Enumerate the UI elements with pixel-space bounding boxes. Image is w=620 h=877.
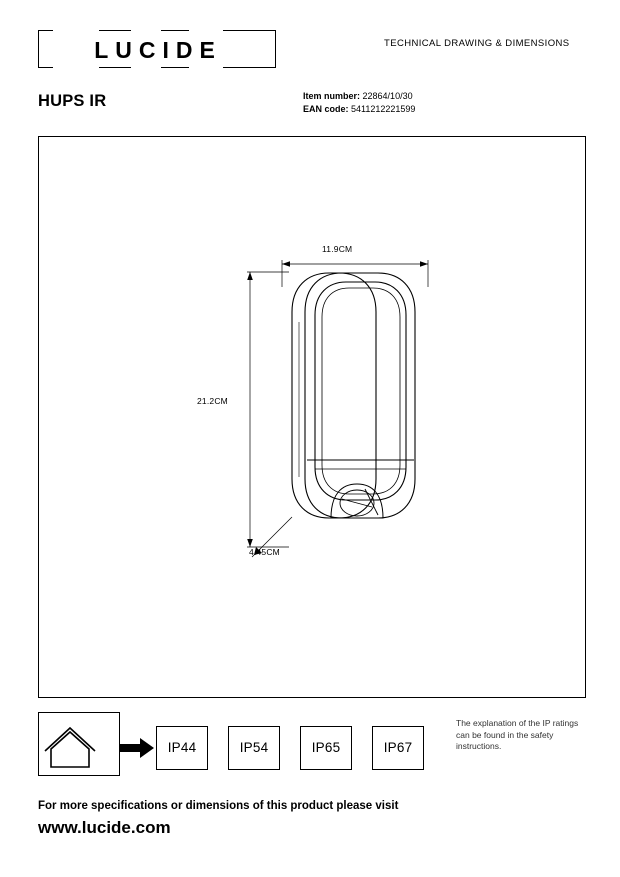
logo-notch <box>53 29 99 32</box>
document-header <box>38 30 586 72</box>
ip-rating-badge: IP44 <box>156 726 208 770</box>
ip-explanation-text: The explanation of the IP ratings can be found in the safety instructions. <box>456 718 579 751</box>
arrow-right-icon <box>120 736 158 760</box>
item-number-value: 22864/10/30 <box>362 91 413 101</box>
logo-text: LUCIDE <box>94 37 222 63</box>
logo-notch <box>189 29 223 32</box>
ip-rating-badge: IP67 <box>372 726 424 770</box>
logo-notch <box>131 67 161 70</box>
product-drawing-svg <box>39 137 585 697</box>
page-title: HUPS IR <box>38 92 107 110</box>
depth-dimension-label: 4.45CM <box>249 547 280 557</box>
item-number-row <box>303 90 415 103</box>
footer-note: For more specifications or dimensions of this product please visit <box>38 800 399 812</box>
footer-website[interactable]: www.lucide.com <box>38 818 171 837</box>
logo-notch <box>131 29 161 32</box>
indoor-outdoor-house-box <box>38 712 120 776</box>
ean-code-row <box>303 103 415 116</box>
logo-notch <box>189 67 223 70</box>
ip-rating-badge: IP54 <box>228 726 280 770</box>
lucide-logo <box>38 30 276 68</box>
ip-rating-badge: IP65 <box>300 726 352 770</box>
product-meta <box>303 90 415 116</box>
technical-drawing-frame <box>38 136 586 698</box>
item-number-label: Item number: <box>303 91 361 101</box>
technical-drawing-title: TECHNICAL DRAWING & DIMENSIONS <box>384 38 570 49</box>
height-dimension-label: 21.2CM <box>197 396 228 406</box>
house-icon <box>39 713 119 775</box>
width-dimension-label: 11.9CM <box>322 244 353 254</box>
ean-code-label: EAN code: <box>303 104 349 114</box>
ean-code-value: 5411212221599 <box>351 104 416 114</box>
logo-notch <box>53 67 99 70</box>
